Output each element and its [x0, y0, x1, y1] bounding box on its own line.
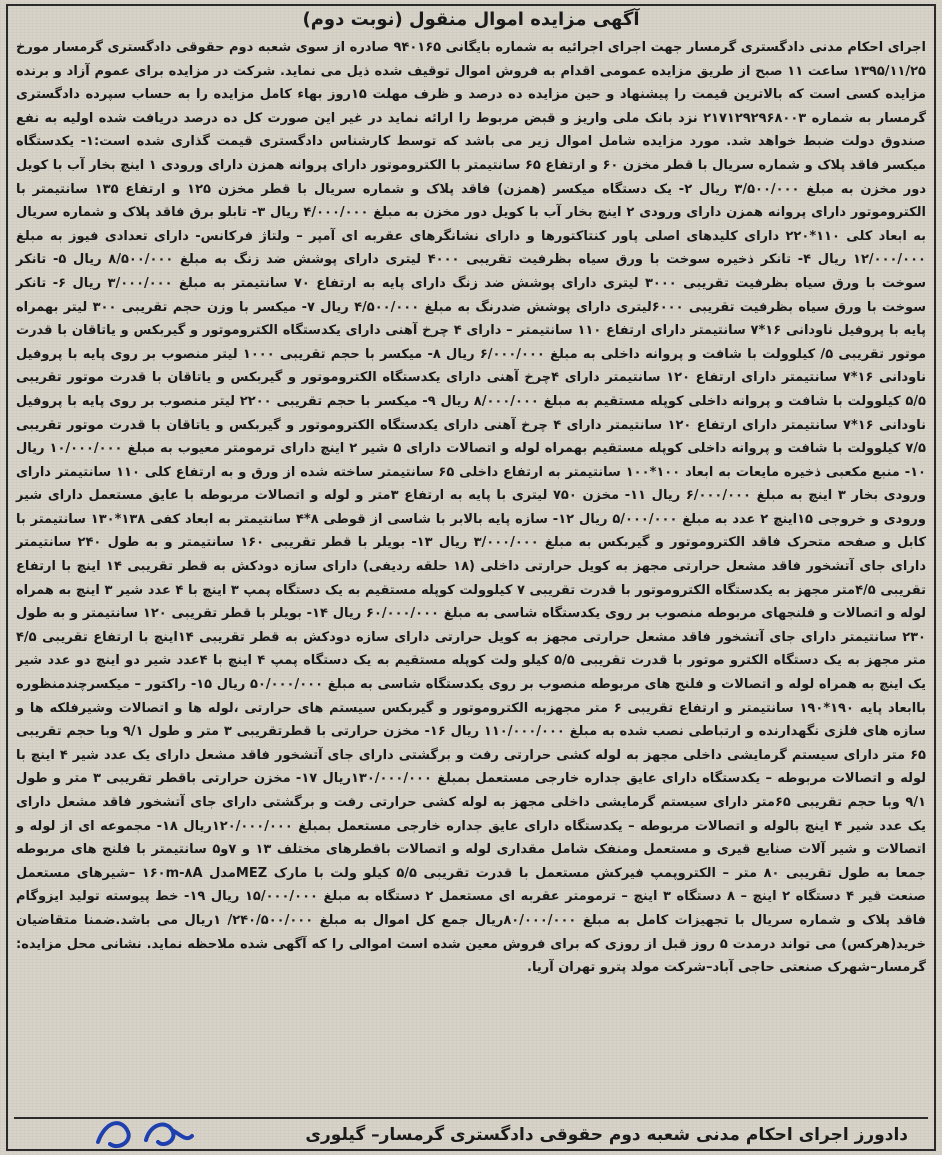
notice-body: اجرای احکام مدنی دادگستری گرمسار جهت اجرای اجرائیه به شماره بایگانی ۹۴۰۱۶۵ صادره از سوی شعبه دوم حقوقی دادگستری گرمسار مورخ ۱۳۹۵/۱۱/۲۵ ساعت ۱۱ صبح از طریق مزایده عمومی اقدام به فروش اموال توقیف شده ذیل می نماید. شرکت در مزایده برای عموم آزاد و برنده مزایده کسی است که بالاترین قیمت را پیشنهاد و حین مزایده ده درصد و ظرف مهلت ۱۵روز بهاء کامل مزایده را به حساب سپرده دادگستری گرمسار به شماره ۲۱۷۱۲۹۲۹۶۸۰۰۳ نزد بانک ملی واریز و قبض مربوط را ارائه نماید در غیر این صورت کل ده درصد دریافت شده اولیه به نفع صندوق دولت ضبط خواهد شد. مورد مزایده شامل اموال زیر می باشد که توسط کارشناس دادگستری قیمت گذاری شده است:۱- یکدستگاه میکسر فاقد پلاک و شماره سریال با قطر مخزن ۶۰ و ارتفاع ۶۵ سانتیمتر با الکتروموتور دارای پروانه همزن دارای ورودی ۱ اینچ بخار آب با کویل دور مخزن به مبلغ ۳/۵۰۰/۰۰۰ ریال ۲- یک دستگاه میکسر (همزن) فاقد پلاک و شماره سریال با قطر مخزن ۱۲۵ و ارتفاع ۱۳۵ سانتیمتر با الکتروموتور دارای پروانه همزن دارای ورودی ۲ اینچ بخار آب با کویل دور مخزن به مبلغ ۴/۰۰۰/۰۰۰ ریال ۳- تابلو برق فاقد پلاک و شماره سریال به ابعاد کلی ۱۱۰*۲۲۰ دارای کلیدهای اصلی پاور کنتاکتورها و دارای نشانگرهای عقربه ای آمپر – ولتاژ فرکانس- دارای تعدادی فیوز به مبلغ ۱۲/۰۰۰/۰۰۰ ریال ۴- تانکر ذخیره سوخت با ورق سیاه بظرفیت تقریبی ۴۰۰۰ لیتری دارای پوشش ضد زنگ به مبلغ ۸/۵۰۰/۰۰۰ ریال ۵- تانکر سوخت با ورق سیاه بظرفیت تقریبی ۳۰۰۰ لیتری دارای پوشش ضد زنگ دارای پایه به ارتفاع ۷۰ سانتیمتر به مبلغ ۳/۰۰۰/۰۰۰ ریال ۶- تانکر سوخت با ورق سیاه بظرفیت تقریبی ۶۰۰۰لیتری دارای پوشش ضدرنگ به مبلغ ۴/۵۰۰/۰۰۰ ریال ۷- میکسر با وزن حجم تقریبی ۳۰۰ لیتر بهمراه پایه با پروفیل ناودانی ۱۶*۷ سانتیمتر دارای ارتفاع ۱۱۰ سانتیمتر – دارای ۴ چرخ آهنی دارای یکدستگاه الکتروموتور و گیربکس و یاتاقان با قدرت موتور تقریبی ۵/ کیلوولت با شافت و پروانه داخلی به مبلغ ۶/۰۰۰/۰۰۰ ریال ۸- میکسر با حجم تقریبی ۱۰۰۰ لیتر منصوب بر روی پایه با پروفیل ناودانی ۱۶*۷ سانتیمتر دارای ارتفاع ۱۲۰ سانتیمتر دارای ۴چرخ آهنی دارای یکدستگاه الکتروموتور و گیربکس و یاتاقان با قدرت موتور تقریبی ۵/۵ کیلوولت با شافت و پروانه داخلی کوپله مستقیم به مبلغ ۸/۰۰۰/۰۰۰ ریال ۹- میکسر با حجم تقریبی ۲۲۰۰ لیتر منصوب بر روی پایه با پروفیل ناودانی ۱۶*۷ سانتیمتر دارای ارتفاع ۱۲۰ سانتیمتر دارای ۴ چرخ آهنی دارای یکدستگاه الکتروموتور و گیربکس و یاتاقان با قدرت موتور تقریبی ۷/۵ کیلوولت با شافت و پروانه داخلی کوپله مستقیم بهمراه لوله و اتصالات دارای ۵ شیر ۲ اینچ دارای ترمومتر معیوب به مبلغ ۱۰/۰۰۰/۰۰۰ ریال ۱۰- منبع مکعبی ذخیره مایعات به ابعاد ۱۰۰*۱۰۰ سانتیمتر به ارتفاع داخلی ۶۵ سانتیمتر ساخته شده از ورق و به ارتفاع کلی ۱۱۰ سانتیمتر دارای ورودی بخار ۳ اینچ به مبلغ ۶/۰۰۰/۰۰۰ ریال ۱۱- مخزن ۷۵۰ لیتری با پایه به ارتفاع ۳متر و لوله و اتصالات مربوطه با عایق مستعمل دارای شیر ورودی و خروجی ۱۵اینچ ۲ عدد به مبلغ ۵/۰۰۰/۰۰۰ ریال ۱۲- سازه پایه بالابر با شاسی از قوطی ۸*۴ سانتیمتر به ابعاد کفی ۱۳۸*۱۳۰ سانتیمتر با کابل و صفحه متحرک فاقد الکتروموتور و گیربکس به مبلغ ۳/۰۰۰/۰۰۰ ریال ۱۳- بویلر با قطر تقریبی ۱۶۰ سانتیمتر و به طول ۲۴۰ سانتیمتر دارای جای آتشخور فاقد مشعل حرارتی مجهز به کویل حرارتی داخلی (۱۸ حلقه ردیفی) دارای سازه دودکش به قطر تقریبی ۱۴ اینچ با ارتفاع تقریبی ۴/۵متر مجهز به یکدستگاه الکتروموتور با قدرت تقریبی ۷ کیلوولت کوپله مستقیم به یک دستگاه پمپ ۳ اینچ با ۴ عدد شیر ۳ اینچ به همراه لوله و اتصالات و فلنجهای مربوطه منصوب بر روی یکدستگاه شاسی به مبلغ ۶۰/۰۰۰/۰۰۰ ریال ۱۴- بویلر با قطر تقریبی ۱۲۰ سانتیمتر و به طول ۲۳۰ سانتیمتر دارای جای آتشخور فاقد مشعل حرارتی مجهز به کویل حرارتی دارای سازه دودکش به قطر تقریبی ۱۴اینچ با ارتفاع تقریبی ۴/۵ متر مجهز به یک دستگاه الکترو موتور با قدرت تقریبی ۵/۵ کیلو ولت کوپله مستقیم به یک دستگاه پمپ ۴ اینچ با ۴عدد شیر دو اینچ دو عدد شیر یک اینچ به همراه لوله و اتصالات و فلنج های مربوطه منصوب بر روی یکدستگاه شاسی به مبلغ ۵۰/۰۰۰/۰۰۰ ریال ۱۵- راکتور – میکسرچندمنظوره باابعاد پایه ۱۹۰*۱۹۰ سانتیمتر و ارتفاع تقریبی ۶ متر مجهزبه الکتروموتور و گیربکس سیستم های حرارتی ،لوله ها و اتصالات وشیرفلکه ها و سازه های فلزی نگهدارنده و ارتباطی نصب شده به مبلغ ۱۱۰/۰۰۰/۰۰۰ ریال ۱۶- مخزن حرارتی با قطرتقریبی ۳ متر و طول ۹/۱ وبا حجم تقریبی ۶۵ متر دارای سیستم گرمایشی داخلی مجهز به لوله کشی حرارتی رفت و برگشتی دارای جای آتشخور فاقد مشعل دارای یک عدد شیر ۴ اینچ با لوله و اتصالات مربوطه – یکدستگاه دارای عایق جداره خارجی مستعمل بمبلغ ۱۳۰/۰۰۰/۰۰۰ریال ۱۷- مخزن حرارتی باقطر تقریبی ۳ متر و طول ۹/۱ وبا حجم تقریبی ۶۵متر دارای سیستم گرمایشی داخلی مجهز به لوله کشی حرارتی رفت و برگشتی دارای جای آتشخور فاقد مشعل دارای یک عدد شیر ۴ اینچ بالوله و اتصالات مربوطه – یکدستگاه دارای عایق جداره خارجی مستعمل بمبلغ ۱۲۰/۰۰۰/۰۰۰ریال ۱۸- مجموعه ای از لوله و اتصالات و شیر آلات صنایع قیری و مستعمل ومنفک شامل مقداری لوله و اتصالات باقطرهای مختلف ۱۳ و ۷و۵ سانتیمتر با فلنج های مربوطه جمعا به طول تقریبی ۸۰ متر – الکتروپمپ فیرکش مستعمل با قدرت تقریبی ۵/۵ کیلو ولت با مارک MEZمدل ۱۶۰m-۸A –شیرهای مستعمل صنعت قیر ۴ دستگاه ۲ اینچ – ۸ دستگاه ۳ اینچ – ترمومتر عقربه ای مستعمل ۲ دستگاه به مبلغ ۱۵/۰۰۰/۰۰۰ ریال ۱۹- خط پیوسته تولید ایزوگام فاقد پلاک و شماره سریال با تجهیزات کامل به مبلغ ۸۰/۰۰۰/۰۰۰ریال جمع کل اموال به مبلغ ۲۴۰/۵۰۰/۰۰۰/ ۱ریال می باشد.ضمنا متقاضیان خرید(هرکس) می تواند درمدت ۵ روز قبل از روزی که برای فروش معین شده است اموالی را که آگهی شده ملاحظه نماید. نشانی محل مزایده: گرمسار–شهرک صنعتی حاجی آباد–شرکت مولد پترو تهران آریا.: [16, 40, 927, 976]
handwritten-mark-icon: [88, 1112, 198, 1154]
notice-title: آگهی مزایده اموال منقول (نوبت دوم): [302, 9, 640, 30]
signature-text: دادورز اجرای احکام مدنی شعبه دوم حقوقی دادگستری گرمسار– گیلوری: [305, 1125, 908, 1145]
